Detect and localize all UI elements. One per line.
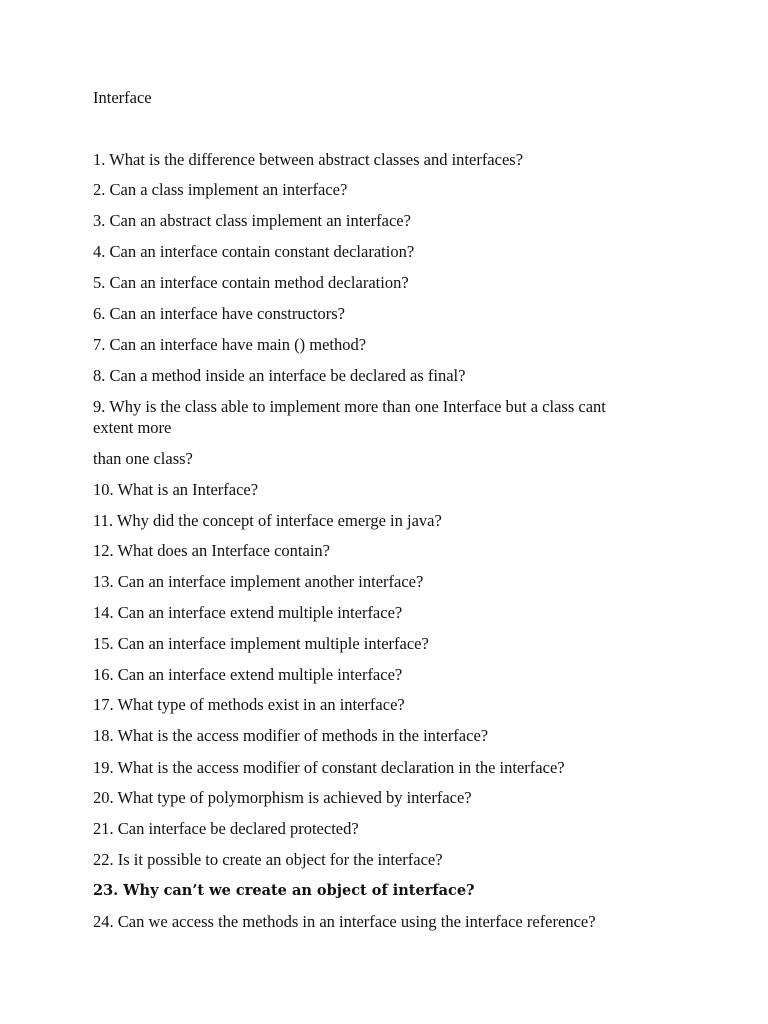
question-3: 3. Can an abstract class implement an interface? [93, 211, 411, 230]
document-title: Interface [93, 88, 152, 107]
question-13: 13. Can an interface implement another interface? [93, 572, 424, 591]
question-10: 10. What is an Interface? [93, 480, 259, 499]
question-14: 14. Can an interface extend multiple interface? [93, 603, 403, 622]
question-12: 12. What does an Interface contain? [93, 541, 331, 560]
question-17: 17. What type of methods exist in an interface? [93, 695, 405, 714]
question-15: 15. Can an interface implement multiple interface? [93, 634, 429, 653]
question-16: 16. Can an interface extend multiple interface? [93, 665, 403, 684]
question-11: 11. Why did the concept of interface emerge in java? [93, 511, 442, 530]
question-1: 1. What is the difference between abstract classes and interfaces? [93, 150, 524, 169]
question-9-line-2: extent more [93, 418, 172, 437]
question-23: 23. Why can’t we create an object of interface? [93, 882, 475, 899]
question-21: 21. Can interface be declared protected? [93, 819, 359, 838]
question-8: 8. Can a method inside an interface be declared as final? [93, 366, 466, 385]
question-22: 22. Is it possible to create an object for the interface? [93, 850, 443, 869]
question-20: 20. What type of polymorphism is achieved by interface? [93, 788, 472, 807]
question-19: 19. What is the access modifier of constant declaration in the interface? [93, 758, 565, 777]
question-9-line-3: than one class? [93, 449, 193, 468]
question-7: 7. Can an interface have main () method? [93, 335, 367, 354]
question-4: 4. Can an interface contain constant declaration? [93, 242, 415, 261]
question-9-line-1: 9. Why is the class able to implement more than one Interface but a class cant [93, 397, 606, 416]
question-2: 2. Can a class implement an interface? [93, 180, 348, 199]
question-5: 5. Can an interface contain method declaration? [93, 273, 409, 292]
question-6: 6. Can an interface have constructors? [93, 304, 345, 323]
question-18: 18. What is the access modifier of methods in the interface? [93, 726, 489, 745]
question-24: 24. Can we access the methods in an interface using the interface reference? [93, 912, 596, 931]
